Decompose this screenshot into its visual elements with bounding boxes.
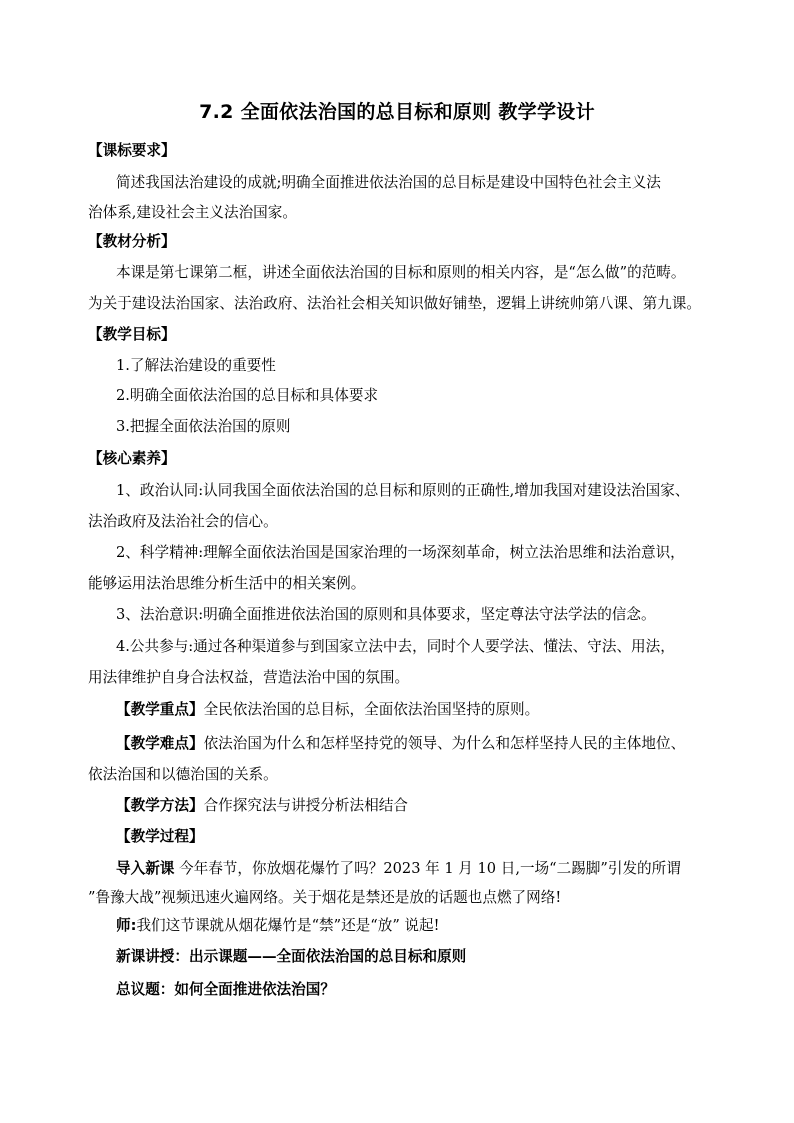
- intro-text: 今年春节，你放烟花爆竹了吗？2023 年 1 月 10 日,一场“二踢脚”引发的所谓: [174, 860, 681, 877]
- mubiao-item-3: 3.把握全面依法治国的原则: [116, 418, 291, 435]
- intro-label: 导入新课: [116, 860, 175, 877]
- kebiao-line-1: 简述我国法治建设的成就;明确全面推进依法治国的总目标是建设中国特色社会主义法: [116, 174, 661, 191]
- nandian-text: 依法治国为什么和怎样坚持党的领导、为什么和怎样坚持人民的主体地位、: [203, 735, 686, 752]
- jiaocai-line-1: 本课是第七课第二框，讲述全面依法治国的目标和原则的相关内容，是“怎么做”的范畴。: [116, 264, 686, 281]
- new-lesson-line: 新课讲授：出示课题——全面依法治国的总目标和原则: [116, 948, 467, 965]
- suyang-line-6: 4.公共参与:通过各种渠道参与到国家立法中去，同时个人要学法、懂法、守法、用法，: [116, 638, 675, 655]
- fangfa-row: [116, 795, 408, 817]
- nandian-row: [116, 733, 685, 755]
- heading-guocheng: 【教学过程】: [116, 828, 204, 845]
- suyang-line-4: 能够运用法治思维分析生活中的相关案例。: [88, 575, 366, 592]
- suyang-line-1: 1、政治认同:认同我国全面依法治国的总目标和原则的正确性,增加我国对建设法治国家、: [116, 482, 690, 499]
- heading-zhongdian: 【教学重点】: [116, 701, 204, 718]
- suyang-line-7: 用法律维护自身合法权益，营造法治中国的氛围。: [88, 669, 410, 686]
- zhongdian-text: 全民依法治国的总目标，全面依法治国坚持的原则。: [203, 701, 540, 718]
- suyang-line-2: 法治政府及法治社会的信心。: [88, 513, 278, 530]
- zhongdian-row: [116, 699, 539, 721]
- suyang-line-3: 2、科学精神:理解全面依法治国是国家治理的一场深刻革命，树立法治思维和法治意识，: [116, 544, 685, 561]
- topic-line: 总议题：如何全面推进依法治国？: [116, 981, 335, 998]
- document-title: 7.2 全面依法治国的总目标和原则 教学学设计: [199, 101, 595, 123]
- suyang-line-5: 3、法治意识:明确全面推进依法治国的原则和具体要求，坚定尊法守法学法的信念。: [116, 606, 656, 623]
- heading-mubiao: 【教学目标】: [88, 326, 176, 343]
- heading-kebiao: 【课标要求】: [88, 142, 176, 159]
- heading-suyang: 【核心素养】: [88, 450, 176, 467]
- mubiao-item-1: 1.了解法治建设的重要性: [116, 357, 276, 374]
- heading-jiaocai: 【教材分析】: [88, 233, 176, 250]
- teacher-label: 师:: [116, 917, 137, 934]
- mubiao-item-2: 2.明确全面依法治国的总目标和具体要求: [116, 387, 379, 404]
- teacher-row: [116, 915, 439, 937]
- fangfa-text: 合作探究法与讲授分析法相结合: [203, 797, 408, 814]
- intro-line-2: ”鲁豫大战”视频迅速火遍网络。关于烟花是禁还是放的话题也点燃了网络!: [88, 889, 562, 906]
- heading-fangfa: 【教学方法】: [116, 797, 204, 814]
- intro-row: [116, 858, 681, 880]
- nandian-line-2: 依法治国和以德治国的关系。: [88, 766, 278, 783]
- kebiao-line-2: 治体系,建设社会主义法治国家。: [88, 204, 297, 221]
- heading-nandian: 【教学难点】: [116, 735, 204, 752]
- jiaocai-line-2: 为关于建设法治国家、法治政府、法治社会相关知识做好铺垫，逻辑上讲统帅第八课、第九课。: [88, 295, 701, 312]
- teacher-text: 我们这节课就从烟花爆竹是“禁”还是“放” 说起!: [136, 917, 440, 934]
